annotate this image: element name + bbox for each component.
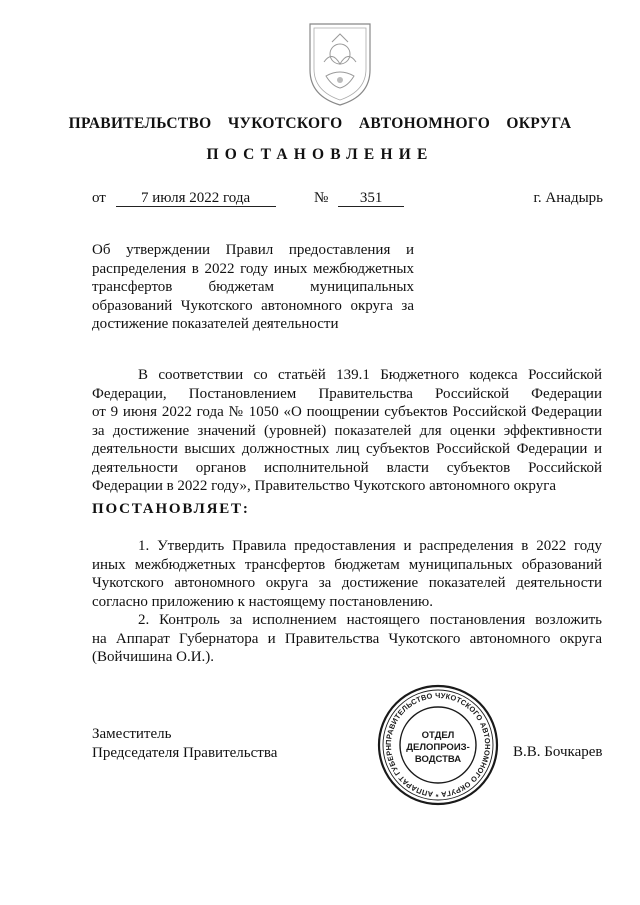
- date-prefix: от: [92, 190, 106, 206]
- item-line: иных межбюджетных трансфертов бюджетам муниципальных образований: [92, 556, 602, 573]
- stamp-outer-text: ПРАВИТЕЛЬСТВО ЧУКОТСКОГО АВТОНОМНОГО ОКРУГА * АППАРАТ ГУБЕРН: [383, 690, 493, 800]
- preamble-line: Федерации, Постановлением Правительства Российской Федерации: [92, 385, 602, 402]
- item-line: согласно приложению к настоящему постановлению.: [92, 593, 433, 610]
- document-date: 7 июля 2022 года: [116, 191, 276, 207]
- preamble-line: от 9 июня 2022 года № 1050 «О поощрении субъектов Российской Федерации: [92, 404, 602, 420]
- city: г. Анадырь: [533, 190, 603, 206]
- document-subject: [92, 241, 414, 334]
- item-line: 1. Утвердить Правила предоставления и распределения в 2022 году: [138, 538, 602, 554]
- organization-title: ПРАВИТЕЛЬСТВО ЧУКОТСКОГО АВТОНОМНОГО ОКРУГА: [68, 115, 572, 132]
- coat-of-arms-icon: [304, 20, 376, 108]
- stamp-inner-line: ВОДСТВА: [414, 754, 462, 765]
- subject-line: трансфертов бюджетам муниципальных: [92, 279, 414, 295]
- document-type: ПОСТАНОВЛЕНИЕ: [206, 146, 434, 163]
- subject-line: образований Чукотского автономного округа за: [92, 297, 414, 314]
- subject-line: достижение показателей деятельности: [92, 316, 339, 332]
- number-block: [314, 190, 404, 207]
- preamble-line: за достижение значений (уровней) показателей для оценки эффективности: [92, 422, 602, 439]
- signatory-title: [92, 725, 277, 763]
- resolves-heading: ПОСТАНОВЛЯЕТ:: [92, 501, 250, 517]
- office-stamp: [376, 683, 500, 807]
- signatory-title-line: Председателя Правительства: [92, 745, 278, 761]
- subject-line: Об утверждении Правил предоставления и: [92, 242, 414, 258]
- preamble-line: деятельности органов исполнительной власти субъектов Российской: [92, 459, 602, 476]
- signatory-title-line: Заместитель: [92, 726, 172, 742]
- date-block: [92, 190, 276, 207]
- document-number: 351: [338, 191, 404, 207]
- stamp-inner-line: ДЕЛОПРОИЗ-: [406, 742, 470, 753]
- preamble-line: В соответствии со статьёй 139.1 Бюджетного кодекса Российской: [138, 367, 602, 383]
- preamble: [92, 366, 602, 496]
- item-line: 2. Контроль за исполнением настоящего постановления возложить: [138, 612, 602, 628]
- subject-line: распределения в 2022 году иных межбюджетных: [92, 260, 414, 277]
- number-prefix: №: [314, 190, 329, 206]
- resolution-item-1: [92, 537, 602, 611]
- resolution-item-2: [92, 611, 602, 667]
- preamble-line: Федерации в 2022 году», Правительство Чукотского автономного округа: [92, 478, 557, 494]
- item-line: на Аппарат Губернатора и Правительства Чукотского автономного округа: [92, 630, 602, 647]
- item-line: Чукотского автономного округа за достижение показателей деятельности: [92, 575, 602, 591]
- stamp-inner-line: ОТДЕЛ: [421, 730, 455, 741]
- preamble-line: деятельности высших должностных лиц субъектов Российской Федерации и: [92, 441, 602, 457]
- item-line: (Войчишина О.И.).: [92, 649, 215, 665]
- signatory-name: В.В. Бочкарев: [513, 744, 603, 760]
